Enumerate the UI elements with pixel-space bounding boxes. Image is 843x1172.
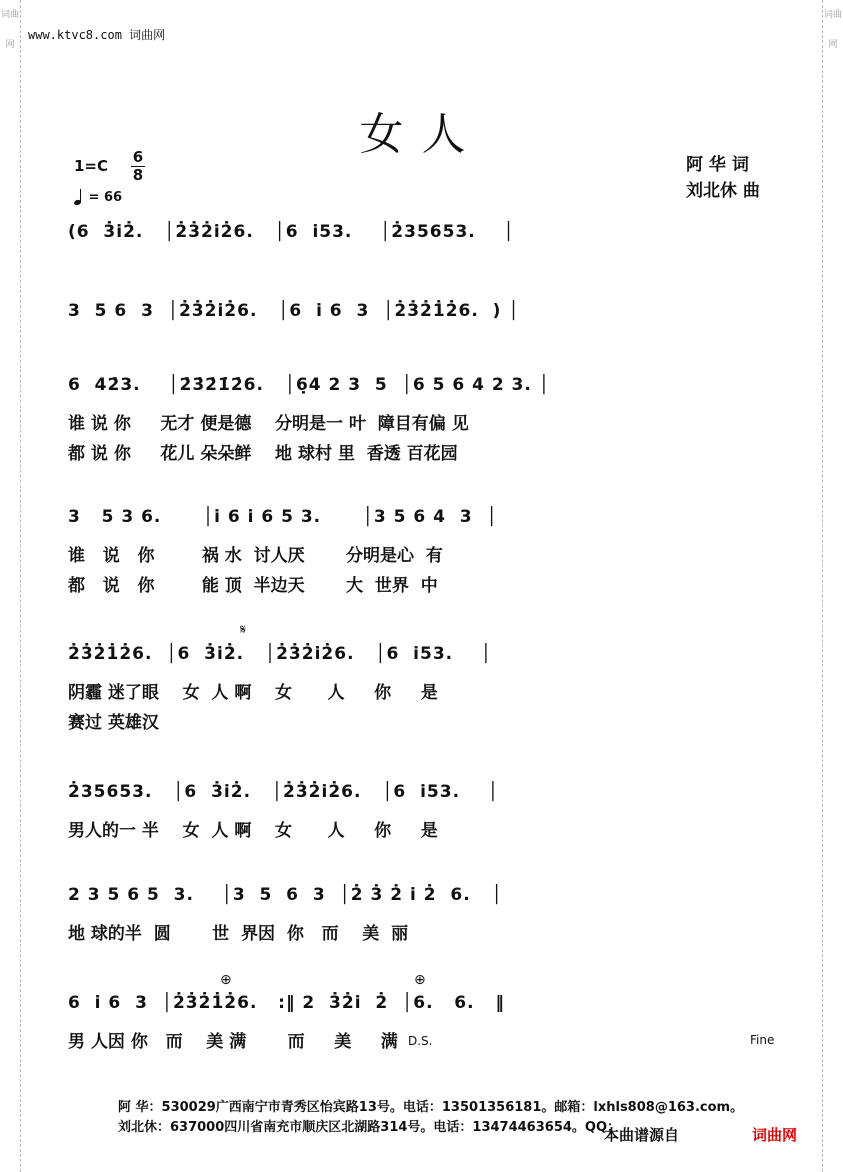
lyric-line: 赛过 英雄汉 [68,713,159,733]
music-row: 3 5 3 6. │i̇ 6 i̇ 6 5 3. │3 5 6 4 3 │ [68,507,498,527]
music-row: 6 42̇3. │2̇3̇2̇1̇2̇6. │6̣4 2 3 5 │6 5 6 4 2 3. │ [68,375,551,395]
music-row: 6 i̇ 6 3 │2̇3̇2̇1̇2̇6. :‖ 2 3̇2̇i̇ 2̇ │6. 6. ‖ [68,993,505,1013]
song-title: 女人 [359,109,484,160]
time-signature [131,150,145,183]
footer-contact-2: 刘北休：637000四川省南充市顺庆区北湖路314号。电话：13474463654。QQ： [118,1120,621,1135]
lyricist-credit: 阿 华 词 [686,155,749,175]
key-signature: 1=C [74,157,109,175]
footer-contact-1: 阿 华：530029广西南宁市青秀区怡宾路13号。电话：13501356181。邮箱：lxhls808@163.com。 [118,1100,744,1115]
coda-sign: ⊕ [220,972,232,988]
fine-marking: Fine [750,1033,775,1047]
music-row: 2 3 5 6 5 3. │3 5 6 3 │2̇ 3̇ 2̇ i̇ 2̇ 6. │ [68,885,503,905]
music-row: 2̇35653. │6 3̇i̇2̇. │2̇3̇2̇i̇2̇6. │6 i̇53. │ [68,782,499,802]
music-row: 3 5 6 3 │2̇3̇2̇i̇2̇6. │6 i̇ 6 3 │2̇3̇2̇1̇2̇6. ) │ [68,301,520,321]
lyric-line: 男人的一 半 女 人 啊 女 人 你 是 [68,821,438,841]
watermark-text: 词曲网 [0,10,19,50]
composer-credit: 刘北休 曲 [686,181,760,201]
lyric-line: 都 说 你 能 顶 半边天 大 世界 中 [68,576,438,596]
meter-top: 6 [132,148,144,166]
footer-site-logo[interactable]: 词曲网 [752,1126,798,1144]
left-watermark-strip [0,0,21,1172]
tempo-value: = 66 [88,190,123,205]
lyric-line: 谁 说 你 无才 便是德 分明是一 叶 障目有偏 见 [68,414,469,434]
site-header[interactable]: www.ktvc8.com 词曲网 [28,28,166,42]
lyric-line: 谁 说 你 祸 水 讨人厌 分明是心 有 [68,546,443,566]
watermark-text: 词曲网 [823,10,842,50]
meter-bottom: 8 [132,166,144,184]
quarter-note-icon [74,187,84,205]
music-row: (6 3̇i̇2̇. │2̇3̇2̇i̇2̇6. │6 i̇53. │2̇35653. │ [68,222,515,242]
ds-marking: D.S. [408,1034,433,1048]
music-row: 2̇3̇2̇1̇2̇6. │6 3̇i̇2̇. │2̇3̇2̇i̇2̇6. │6 i̇53. │ [68,644,493,664]
tempo-marking [74,187,122,205]
segno-sign: 𝄋 [240,622,247,638]
lyric-line: 男 人因 你 而 美 满 而 美 满 [68,1032,398,1052]
right-watermark-strip [822,0,843,1172]
footer-source: 本曲谱源自 [604,1126,680,1144]
coda-sign-2: ⊕ [414,972,426,988]
lyric-line: 阴霾 迷了眼 女 人 啊 女 人 你 是 [68,683,438,703]
lyric-line: 地 球的半 圆 世 界因 你 而 美 丽 [68,924,409,944]
lyric-line: 都 说 你 花儿 朵朵鲜 地 球村 里 香透 百花园 [68,444,458,464]
